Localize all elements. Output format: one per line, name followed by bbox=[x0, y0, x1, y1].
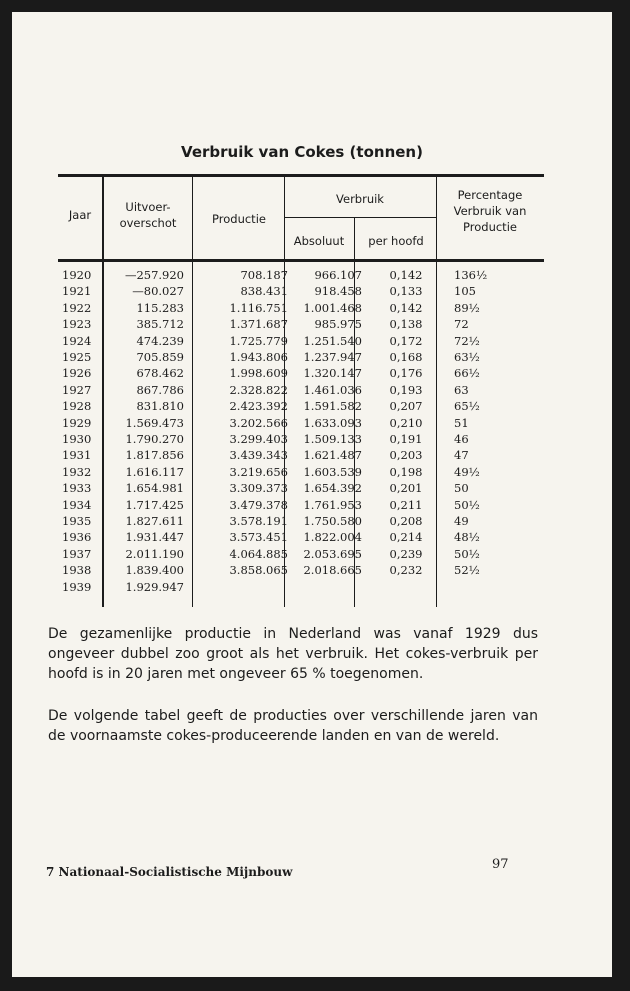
cell-absoluut: 1.761.953 bbox=[303, 497, 362, 512]
cell-uitvoer-overschot: 1.717.425 bbox=[125, 497, 184, 512]
coke-consumption-table bbox=[58, 174, 544, 607]
cell-absoluut: 1.320.147 bbox=[303, 366, 362, 381]
cell-uitvoer-overschot: 385.712 bbox=[136, 317, 184, 332]
cell-productie: 1.943.806 bbox=[229, 350, 288, 364]
table-row bbox=[58, 465, 544, 481]
verbruik-subheader-rule bbox=[284, 217, 436, 218]
cell-percentage: 46 bbox=[454, 432, 469, 446]
cell-productie: 1.998.609 bbox=[229, 366, 288, 381]
cell-percentage: 65½ bbox=[454, 399, 480, 414]
cell-productie: 2.423.392 bbox=[229, 399, 288, 414]
column-divider bbox=[436, 177, 437, 259]
cell-percentage: 63½ bbox=[454, 350, 480, 364]
cell-uitvoer-overschot: 1.929.947 bbox=[125, 579, 184, 594]
table-header bbox=[58, 177, 544, 259]
cell-absoluut: 1.603.539 bbox=[303, 464, 362, 479]
cell-per-hoofd: 0,214 bbox=[389, 530, 423, 545]
table-body bbox=[58, 262, 544, 607]
table-row bbox=[58, 498, 544, 514]
cell-absoluut: 966.107 bbox=[314, 268, 362, 282]
cell-productie: 3.479.378 bbox=[229, 497, 288, 512]
cell-percentage: 72½ bbox=[454, 333, 480, 348]
header-productie: Productie bbox=[212, 212, 266, 226]
footer-publication: 7 Nationaal-Socialistische Mijnbouw bbox=[46, 865, 293, 879]
table-row bbox=[58, 350, 544, 366]
cell-absoluut: 1.654.392 bbox=[303, 481, 362, 496]
cell-absoluut: 1.621.487 bbox=[303, 448, 362, 463]
cell-per-hoofd: 0,211 bbox=[389, 497, 423, 512]
cell-per-hoofd: 0,201 bbox=[389, 481, 423, 496]
cell-jaar: 1927 bbox=[62, 382, 92, 397]
cell-absoluut: 1.237.947 bbox=[303, 350, 362, 364]
cell-jaar: 1924 bbox=[62, 333, 92, 348]
cell-jaar: 1926 bbox=[62, 366, 92, 381]
cell-absoluut: 985.975 bbox=[314, 317, 362, 332]
cell-percentage: 51 bbox=[454, 415, 469, 430]
cell-absoluut: 2.018.665 bbox=[303, 563, 362, 578]
cell-absoluut: 1.001.468 bbox=[303, 300, 362, 315]
cell-percentage: 49 bbox=[454, 514, 469, 528]
table-row bbox=[58, 334, 544, 350]
cell-per-hoofd: 0,172 bbox=[389, 333, 423, 348]
cell-jaar: 1938 bbox=[62, 563, 92, 578]
cell-productie: 1.116.751 bbox=[229, 300, 288, 315]
cell-per-hoofd: 0,207 bbox=[389, 399, 423, 414]
table-row bbox=[58, 399, 544, 415]
cell-jaar: 1937 bbox=[62, 546, 92, 561]
cell-per-hoofd: 0,232 bbox=[389, 563, 423, 578]
cell-per-hoofd: 0,210 bbox=[389, 415, 423, 430]
cell-absoluut: 1.822.004 bbox=[303, 530, 362, 545]
table-row bbox=[58, 448, 544, 464]
header-per-hoofd: per hoofd bbox=[368, 234, 424, 248]
cell-absoluut: 2.053.695 bbox=[303, 546, 362, 561]
table-row bbox=[58, 547, 544, 563]
cell-per-hoofd: 0,168 bbox=[389, 350, 423, 364]
cell-uitvoer-overschot: 831.810 bbox=[136, 399, 184, 414]
cell-uitvoer-overschot: 705.859 bbox=[136, 350, 184, 364]
cell-jaar: 1928 bbox=[62, 399, 92, 414]
cell-percentage: 136½ bbox=[454, 268, 488, 282]
cell-productie: 3.573.451 bbox=[229, 530, 288, 545]
cell-per-hoofd: 0,142 bbox=[389, 300, 423, 315]
table-row bbox=[58, 317, 544, 333]
cell-productie: 3.858.065 bbox=[229, 563, 288, 578]
paragraph-1: De gezamenlijke productie in Nederland was vanaf 1929 dus ongeveer dubbel zoo groot als het verbruik. Het cokes-verbruik per hoofd is in 20 jaren met ongeveer 65 % toegenomen. bbox=[48, 626, 538, 682]
cell-percentage: 63 bbox=[454, 382, 469, 397]
cell-jaar: 1932 bbox=[62, 464, 92, 479]
cell-jaar: 1939 bbox=[62, 579, 92, 594]
cell-productie: 3.202.566 bbox=[229, 415, 288, 430]
cell-uitvoer-overschot: 1.569.473 bbox=[125, 415, 184, 430]
cell-percentage: 49½ bbox=[454, 464, 480, 479]
cell-uitvoer-overschot: 1.790.270 bbox=[125, 432, 184, 446]
table-row bbox=[58, 514, 544, 530]
cell-percentage: 50 bbox=[454, 481, 469, 496]
page-number: 97 bbox=[492, 857, 509, 872]
cell-jaar: 1936 bbox=[62, 530, 92, 545]
cell-per-hoofd: 0,208 bbox=[389, 514, 423, 528]
table-row bbox=[58, 563, 544, 579]
cell-per-hoofd: 0,142 bbox=[389, 268, 423, 282]
cell-per-hoofd: 0,133 bbox=[389, 284, 423, 299]
cell-productie: 1.725.779 bbox=[229, 333, 288, 348]
cell-productie: 838.431 bbox=[240, 284, 288, 299]
cell-absoluut: 1.591.582 bbox=[303, 399, 362, 414]
cell-absoluut: 1.750.580 bbox=[303, 514, 362, 528]
cell-productie: 2.328.822 bbox=[229, 382, 288, 397]
cell-uitvoer-overschot: —257.920 bbox=[124, 268, 184, 282]
cell-absoluut: 1.633.093 bbox=[303, 415, 362, 430]
cell-jaar: 1931 bbox=[62, 448, 92, 463]
cell-per-hoofd: 0,138 bbox=[389, 317, 423, 332]
cell-absoluut: 1.509.133 bbox=[303, 432, 362, 446]
cell-jaar: 1922 bbox=[62, 300, 92, 315]
table-row bbox=[58, 481, 544, 497]
cell-percentage: 50½ bbox=[454, 546, 480, 561]
cell-productie: 3.439.343 bbox=[229, 448, 288, 463]
cell-absoluut: 1.251.540 bbox=[303, 333, 362, 348]
header-verbruik: Verbruik bbox=[336, 192, 384, 206]
cell-uitvoer-overschot: 1.931.447 bbox=[125, 530, 184, 545]
header-jaar: Jaar bbox=[68, 208, 92, 222]
table-row bbox=[58, 530, 544, 546]
cell-productie: 3.299.403 bbox=[229, 432, 288, 446]
cell-absoluut: 1.461.036 bbox=[303, 382, 362, 397]
cell-percentage: 105 bbox=[454, 284, 476, 299]
cell-uitvoer-overschot: 2.011.190 bbox=[125, 546, 184, 561]
cell-jaar: 1930 bbox=[62, 432, 92, 446]
cell-jaar: 1923 bbox=[62, 317, 92, 332]
cell-percentage: 50½ bbox=[454, 497, 480, 512]
cell-uitvoer-overschot: 1.616.117 bbox=[125, 464, 184, 479]
table-row bbox=[58, 432, 544, 448]
cell-per-hoofd: 0,239 bbox=[389, 546, 423, 561]
cell-jaar: 1935 bbox=[62, 514, 92, 528]
column-divider bbox=[102, 177, 104, 259]
cell-uitvoer-overschot: 678.462 bbox=[136, 366, 184, 381]
cell-uitvoer-overschot: 1.654.981 bbox=[125, 481, 184, 496]
column-divider bbox=[354, 217, 355, 259]
table-row bbox=[58, 366, 544, 382]
cell-jaar: 1920 bbox=[62, 268, 92, 282]
cell-productie: 3.219.656 bbox=[229, 464, 288, 479]
cell-jaar: 1934 bbox=[62, 497, 92, 512]
cell-uitvoer-overschot: 474.239 bbox=[136, 333, 184, 348]
header-percentage: Percentage Verbruik van Productie bbox=[453, 188, 527, 234]
table-row bbox=[58, 383, 544, 399]
cell-percentage: 47 bbox=[454, 448, 469, 463]
cell-productie: 1.371.687 bbox=[229, 317, 288, 332]
cell-productie: 4.064.885 bbox=[229, 546, 288, 561]
cell-jaar: 1921 bbox=[62, 284, 92, 299]
cell-jaar: 1933 bbox=[62, 481, 92, 496]
cell-per-hoofd: 0,203 bbox=[389, 448, 423, 463]
cell-productie: 708.187 bbox=[240, 268, 288, 282]
cell-jaar: 1929 bbox=[62, 415, 92, 430]
cell-uitvoer-overschot: 1.817.856 bbox=[125, 448, 184, 463]
table-row bbox=[58, 268, 544, 284]
cell-productie: 3.309.373 bbox=[229, 481, 288, 496]
cell-uitvoer-overschot: 1.827.611 bbox=[125, 514, 184, 528]
cell-per-hoofd: 0,198 bbox=[389, 464, 423, 479]
header-absoluut: Absoluut bbox=[293, 234, 345, 248]
header-uitvoer-overschot: Uitvoer-overschot bbox=[119, 200, 177, 230]
cell-jaar: 1925 bbox=[62, 350, 92, 364]
cell-percentage: 52½ bbox=[454, 563, 480, 578]
table-row bbox=[58, 416, 544, 432]
table-row bbox=[58, 284, 544, 300]
paragraph-2: De volgende tabel geeft de producties over verschillende jaren van de voornaamste cokes-produceerende landen en van de wereld. bbox=[48, 708, 538, 744]
cell-uitvoer-overschot: 867.786 bbox=[136, 382, 184, 397]
cell-uitvoer-overschot: 1.839.400 bbox=[125, 563, 184, 578]
table-row bbox=[58, 580, 544, 596]
book-page bbox=[12, 12, 612, 977]
cell-per-hoofd: 0,193 bbox=[389, 382, 423, 397]
cell-percentage: 48½ bbox=[454, 530, 480, 545]
column-divider bbox=[192, 177, 193, 259]
cell-per-hoofd: 0,176 bbox=[389, 366, 423, 381]
cell-productie: 3.578.191 bbox=[229, 514, 288, 528]
cell-per-hoofd: 0,191 bbox=[389, 432, 423, 446]
table-row bbox=[58, 301, 544, 317]
cell-percentage: 89½ bbox=[454, 300, 480, 315]
cell-uitvoer-overschot: —80.027 bbox=[132, 284, 184, 299]
cell-uitvoer-overschot: 115.283 bbox=[136, 300, 184, 315]
cell-percentage: 72 bbox=[454, 317, 469, 332]
cell-percentage: 66½ bbox=[454, 366, 480, 381]
table-title: Verbruik van Cokes (tonnen) bbox=[181, 143, 423, 161]
cell-absoluut: 918.458 bbox=[314, 284, 362, 299]
